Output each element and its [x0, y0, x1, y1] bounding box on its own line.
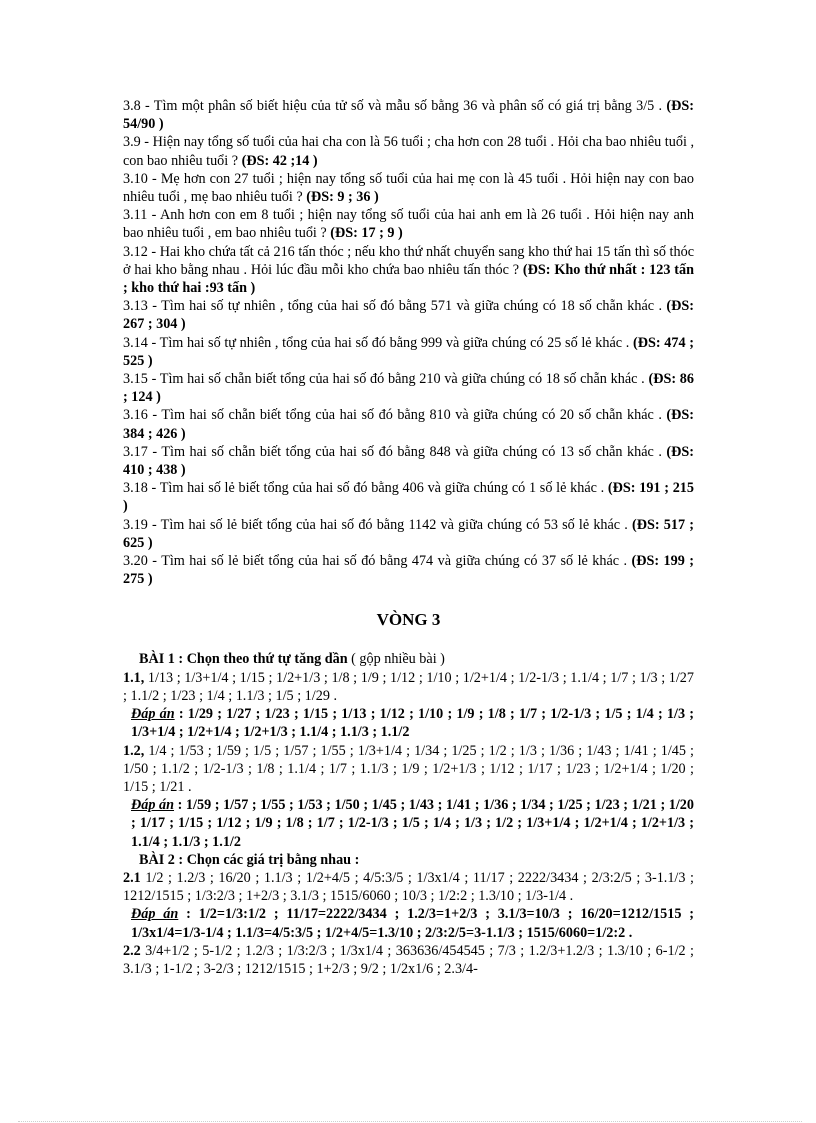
problem-text: 3.20 - Tìm hai số lẻ biết tổng của hai số đó bằng 474 và giữa chúng có 37 số lẻ khác .	[123, 553, 632, 570]
problem-text: 3.16 - Tìm hai số chẵn biết tổng của hai số đó bằng 810 và giữa chúng có 20 số chẵn khác .	[123, 407, 667, 424]
question-text: 1/2 ; 1.2/3 ; 16/20 ; 1.1/3 ; 1/2+4/5 ; 4/5:3/5 ; 1/3x1/4 ; 11/17 ; 2222/3434 ; 2/3:2/5 ; 3-1.1/3 ; 1212/1515 ; 1/3:2/3 ; 1+2/3 ; 3.1/3 ; 1515/6060 ; 10/3 ; 1/2:2 ; 1.3/10 ; 1/3-1/4 .	[123, 869, 694, 905]
bai2-title: BÀI 2 : Chọn các giá trị bằng nhau :	[139, 851, 360, 868]
problem-text: 3.12 - Hai kho chứa tất cả 216 tấn thóc ; nếu kho thứ nhất chuyển sang kho thứ hai 15 tấn thì số thóc ở hai kho bằng nhau . Hỏi lúc đầu mỗi kho chứa bao nhiêu tấn thóc ?	[123, 243, 694, 278]
problem-text: 3.11 - Anh hơn con em 8 tuổi ; hiện nay tổng số tuổi của hai anh em là 26 tuổi . Hỏi hiện nay anh bao nhiêu tuổi , em bao nhiêu tuổi ?	[123, 207, 694, 242]
problem-item	[123, 206, 694, 242]
problem-list	[123, 97, 694, 588]
question-label: 1.1,	[123, 669, 145, 686]
problem-answer: (ĐS: 199 ; 275 )	[123, 553, 695, 588]
problem-answer: (ĐS: 17 ; 9 )	[330, 225, 403, 242]
problem-text: 3.14 - Tìm hai số tự nhiên , tổng của hai số đó bằng 999 và giữa chúng có 25 số lẻ khác .	[123, 334, 634, 351]
problem-item	[123, 370, 694, 406]
problem-item	[123, 406, 694, 442]
question-text: 1/4 ; 1/53 ; 1/59 ; 1/5 ; 1/57 ; 1/55 ; 1/3+1/4 ; 1/34 ; 1/25 ; 1/2 ; 1/3 ; 1/36 ; 1/43 ; 1/41 ; 1/45 ; 1/50 ; 1.1/2 ; 1/2-1/3 ; 1/8 ; 1.1/4 ; 1/7 ; 1.1/3 ; 1/9 ; 1/2+1/3 ; 1/12 ; 1/17 ; 1/23 ; 1/2+1/4 ; 1/20 ; 1/15 ; 1/21 .	[123, 742, 694, 795]
problem-text: 3.9 - Hiện nay tổng số tuổi của hai cha con là 56 tuổi ; cha hơn con 28 tuổi . Hỏi cha bao nhiêu tuổi , con bao nhiêu tuổi ?	[123, 134, 694, 169]
problem-answer: (ĐS: 384 ; 426 )	[123, 407, 694, 442]
problem-answer: (ĐS: 410 ; 438 )	[123, 443, 694, 479]
question-label: 1.2,	[123, 742, 145, 759]
question-text: 1/13 ; 1/3+1/4 ; 1/15 ; 1/2+1/3 ; 1/8 ; 1/9 ; 1/12 ; 1/10 ; 1/2+1/4 ; 1/2-1/3 ; 1.1/4 ; 1/7 ; 1/3 ; 1/27 ; 1.1/2 ; 1/23 ; 1/4 ; 1.1/3 ; 1/5 ; 1/29 .	[123, 669, 694, 704]
problem-answer: (ĐS: 191 ; 215 )	[123, 480, 694, 515]
problem-item	[123, 443, 694, 479]
problem-text: 3.18 - Tìm hai số lẻ biết tổng của hai số đó bằng 406 và giữa chúng có 1 số lẻ khác .	[123, 480, 608, 497]
question-label: 2.2	[123, 942, 141, 959]
bai2-question-1	[123, 869, 694, 905]
problem-text: 3.8 - Tìm một phân số biết hiệu của tử số và mẫu số bằng 36 và phân số có giá trị bằng 3/5 .	[123, 98, 667, 114]
question-label: 2.1	[123, 869, 141, 886]
bai2-answer-1	[123, 905, 694, 941]
answer-text: : 1/2=1/3:1/2 ; 11/17=2222/3434 ; 1.2/3=1+2/3 ; 3.1/3=10/3 ; 16/20=1212/1515 ; 1/3x1/4=1/3-1/4 ; 1.1/3=4/5:3/5 ; 1/2+4/5=1.3/10 ; 2/3:2/5=3-1.1/3 ; 1515/6060=1/2:2 .	[131, 906, 695, 941]
answer-text: : 1/59 ; 1/57 ; 1/55 ; 1/53 ; 1/50 ; 1/45 ; 1/43 ; 1/41 ; 1/36 ; 1/34 ; 1/25 ; 1/23 ; 1/21 ; 1/20 ; 1/17 ; 1/15 ; 1/12 ; 1/9 ; 1/8 ; 1/7 ; 1/2-1/3 ; 1/5 ; 1/4 ; 1/3 ; 1/2 ; 1/3+1/4 ; 1/2+1/4 ; 1/2+1/3 ; 1.1/4 ; 1.1/3 ; 1.1/2	[131, 797, 694, 850]
problem-answer: (ĐS: 54/90 )	[123, 98, 694, 133]
problem-item	[123, 334, 694, 370]
answer-label: Đáp án	[131, 706, 175, 723]
answer-label: Đáp án	[131, 797, 175, 814]
page-bottom-border	[18, 1121, 802, 1122]
problem-item	[123, 516, 694, 552]
problem-answer: (ĐS: 267 ; 304 )	[123, 298, 694, 333]
problem-item	[123, 479, 694, 515]
problem-answer: (ĐS: 9 ; 36 )	[306, 189, 379, 206]
problem-text: 3.10 - Mẹ hơn con 27 tuổi ; hiện nay tổng số tuổi của hai mẹ con là 45 tuổi . Hỏi hiện nay con bao nhiêu tuổi , mẹ bao nhiêu tuổi ?	[123, 170, 694, 206]
bai1-question-2	[123, 742, 694, 797]
problem-answer: (ĐS: 474 ; 525 )	[123, 334, 694, 369]
bai1-question-1	[123, 669, 694, 705]
problem-item	[123, 170, 694, 206]
problem-item	[123, 297, 694, 333]
answer-label: Đáp án	[131, 906, 179, 923]
bai1-note: ( gộp nhiều bài )	[347, 651, 445, 668]
problem-answer: (ĐS: Kho thứ nhất : 123 tấn ; kho thứ hai :93 tấn )	[123, 261, 694, 297]
bai2-question-2	[123, 942, 694, 978]
bai1-answer-2	[123, 796, 694, 851]
document-page	[123, 97, 694, 978]
round-title: VÒNG 3	[376, 610, 441, 630]
problem-text: 3.15 - Tìm hai số chẵn biết tổng của hai số đó bằng 210 và giữa chúng có 18 số chẵn khác .	[123, 371, 649, 388]
bai1-answer-1	[123, 705, 694, 741]
problem-item	[123, 243, 694, 298]
problem-answer: (ĐS: 42 ;14 )	[241, 152, 318, 169]
bai1-title: BÀI 1 : Chọn theo thứ tự tăng dần	[139, 651, 348, 668]
problem-item	[123, 97, 694, 133]
problem-item	[123, 133, 694, 169]
answer-text: : 1/29 ; 1/27 ; 1/23 ; 1/15 ; 1/13 ; 1/12 ; 1/10 ; 1/9 ; 1/8 ; 1/7 ; 1/2-1/3 ; 1/5 ; 1/4 ; 1/3 ; 1/3+1/4 ; 1/2+1/4 ; 1/2+1/3 ; 1.1/4 ; 1.1/3 ; 1.1/2	[131, 706, 694, 741]
bai1-heading	[123, 650, 694, 668]
problem-text: 3.13 - Tìm hai số tự nhiên , tổng của hai số đó bằng 571 và giữa chúng có 18 số chẵn khác .	[123, 298, 667, 315]
question-text: 3/4+1/2 ; 5-1/2 ; 1.2/3 ; 1/3:2/3 ; 1/3x1/4 ; 363636/454545 ; 7/3 ; 1.2/3+1.2/3 ; 1.3/10 ; 6-1/2 ; 3.1/3 ; 1-1/2 ; 3-2/3 ; 1212/1515 ; 1+2/3 ; 9/2 ; 1/2x1/6 ; 2.3/4-	[123, 942, 694, 977]
problem-text: 3.19 - Tìm hai số lẻ biết tổng của hai số đó bằng 1142 và giữa chúng có 53 số lẻ khác .	[123, 516, 633, 533]
problem-item	[123, 552, 694, 588]
problem-answer: (ĐS: 86 ; 124 )	[123, 371, 694, 406]
problem-answer: (ĐS: 517 ; 625 )	[123, 516, 694, 551]
problem-text: 3.17 - Tìm hai số chẵn biết tổng của hai số đó bằng 848 và giữa chúng có 13 số chẵn khác .	[123, 443, 667, 460]
